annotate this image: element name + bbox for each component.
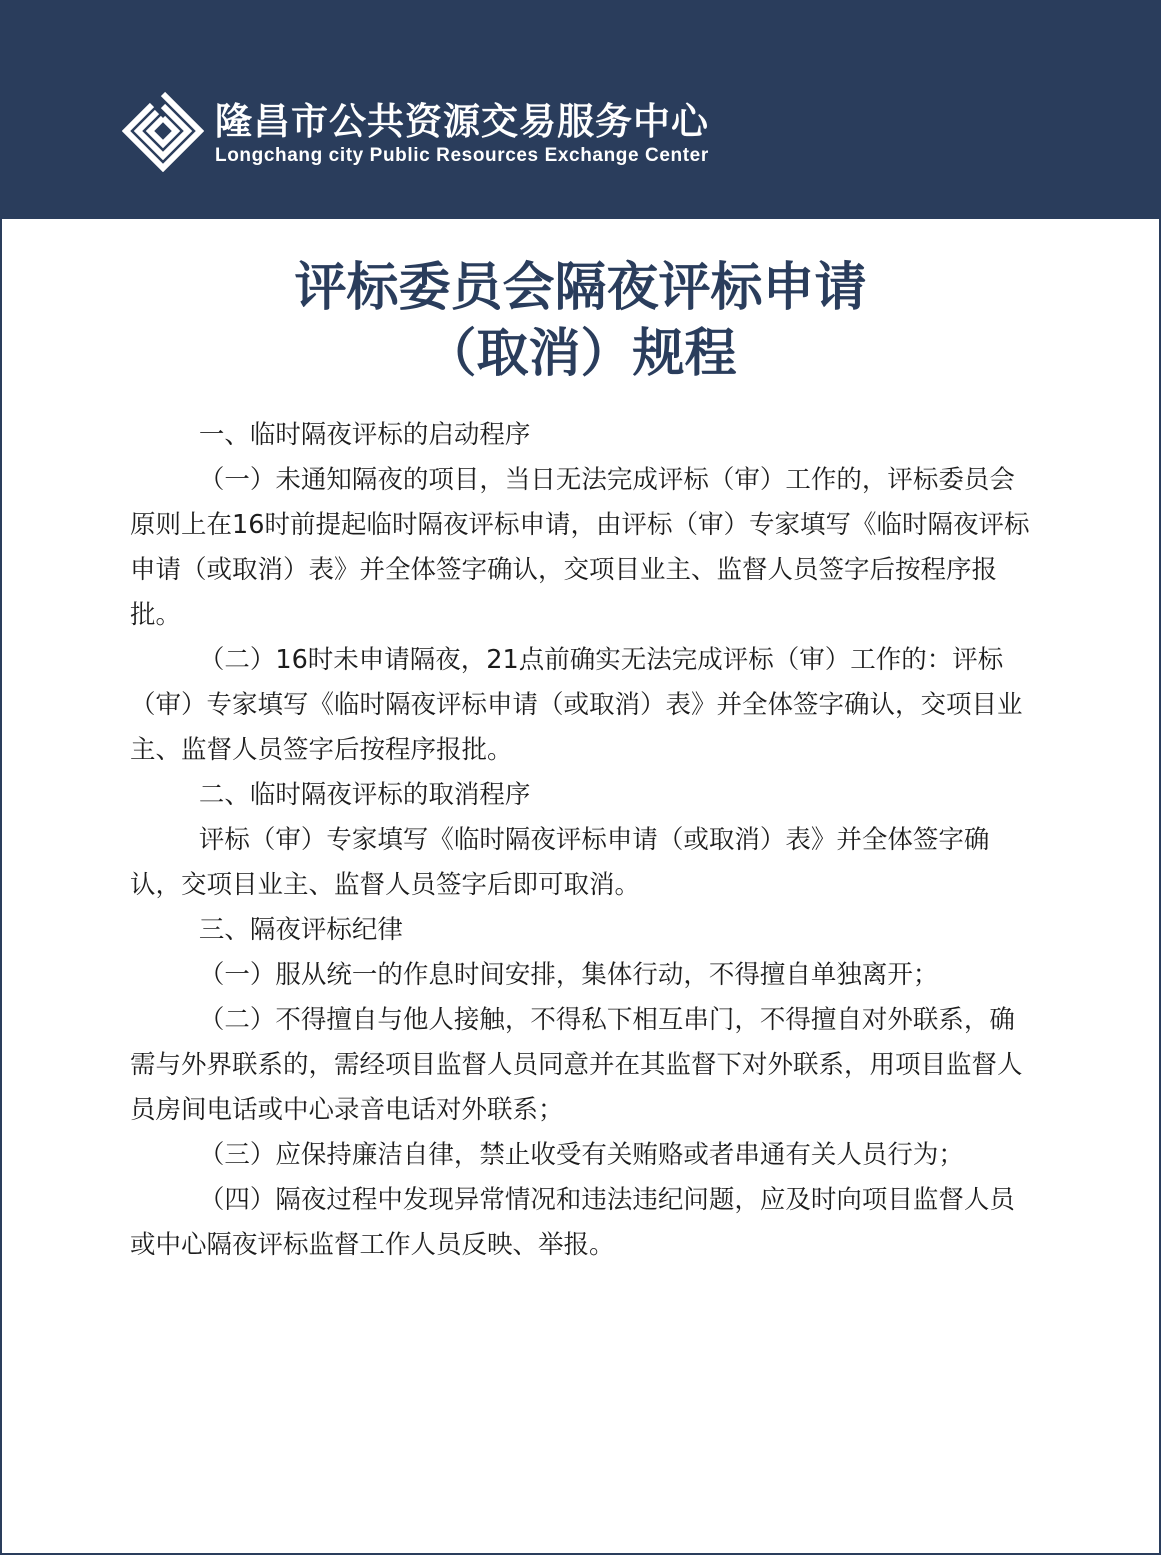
title-line-1: 评标委员会隔夜评标申请 bbox=[294, 258, 867, 318]
section-1-paragraph-1: （一）未通知隔夜的项目，当日无法完成评标（审）工作的，评标委员会原则上在16时前提起临时隔夜评标申请，由评标（审）专家填写《临时隔夜评标申请（或取消）表》并全体签字确认，交项目业主、监督人员签字后按程序报批。 bbox=[130, 465, 1030, 630]
header-banner bbox=[2, 2, 1159, 219]
section-2-paragraph-1: 评标（审）专家填写《临时隔夜评标申请（或取消）表》并全体签字确认，交项目业主、监督人员签字后即可取消。 bbox=[130, 825, 990, 900]
title-line-2: （取消）规程 bbox=[424, 324, 737, 384]
org-name-english: Longchang city Public Resources Exchange Center bbox=[215, 145, 709, 166]
document-title bbox=[2, 255, 1159, 387]
org-name-chinese: 隆昌市公共资源交易服务中心 bbox=[215, 100, 709, 143]
section-heading-3: 三、隔夜评标纪律 bbox=[198, 915, 403, 945]
section-3-paragraph-2: （二）不得擅自与他人接触，不得私下相互串门，不得擅自对外联系，确需与外界联系的，需经项目监督人员同意并在其监督下对外联系，用项目监督人员房间电话或中心录音电话对外联系； bbox=[130, 1005, 1023, 1125]
section-3-paragraph-3: （三）应保持廉洁自律，禁止收受有关贿赂或者串通有关人员行为； bbox=[198, 1140, 964, 1170]
diamond-spiral-logo-icon bbox=[122, 90, 204, 172]
section-3-paragraph-4: （四）隔夜过程中发现异常情况和违法违纪问题，应及时向项目监督人员或中心隔夜评标监督工作人员反映、举报。 bbox=[130, 1185, 1015, 1260]
section-heading-1: 一、临时隔夜评标的启动程序 bbox=[198, 420, 531, 450]
section-3-paragraph-1: （一）服从统一的作息时间安排，集体行动，不得擅自单独离开； bbox=[198, 960, 939, 990]
section-heading-2: 二、临时隔夜评标的取消程序 bbox=[198, 780, 531, 810]
section-1-paragraph-2: （二）16时未申请隔夜，21点前确实无法完成评标（审）工作的：评标（审）专家填写《临时隔夜评标申请（或取消）表》并全体签字确认，交项目业主、监督人员签字后按程序报批。 bbox=[130, 645, 1023, 765]
document-body bbox=[130, 413, 1040, 1268]
